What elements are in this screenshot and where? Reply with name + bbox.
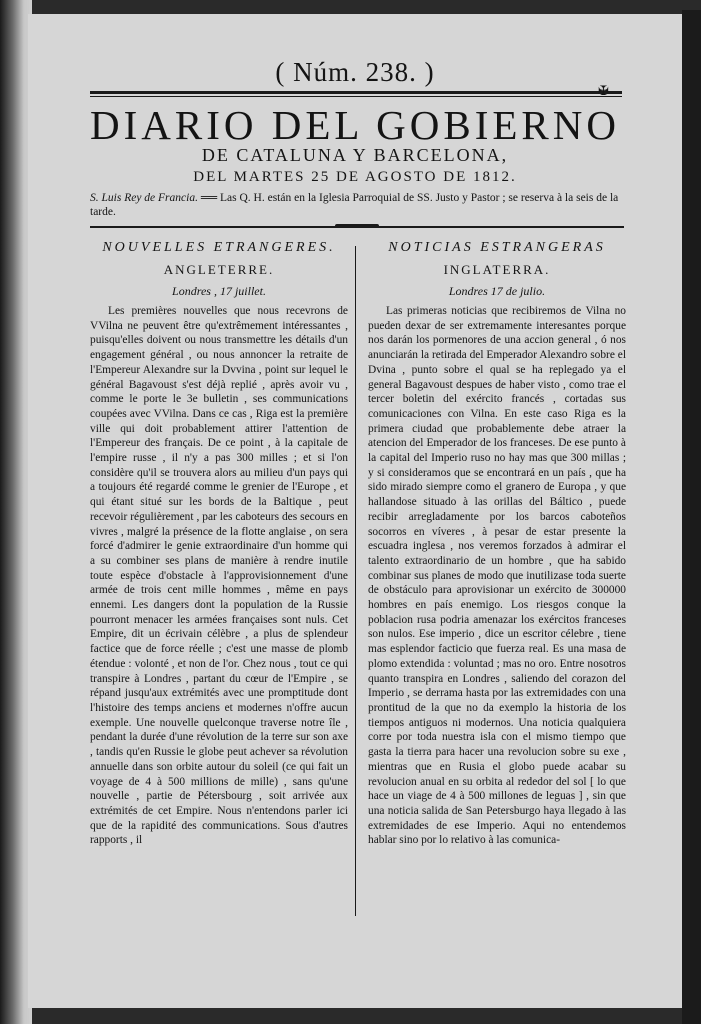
article-body: Les premières nouvelles que nous recevrons de VVilna ne peuvent être qu'extrêmement intéressantes , puisqu'elles doivent ou nous transmettre les détails d'un engagement général , ou nous annoncer la retraite de l'Empereur Alexandre sur la Dvvina , point sur lequel le général Bagavoust s'est déjà replié , après avoir vu , comme le porte le 3e bulletin , ses communications coupées avec VVilna. Dans ce cas , Riga est la première ville qui doit probablement attirer l'attention de l'Empereur des français. De ce point , à la capitale de l'empire russe , il n'y a pas 300 milles ; et si l'on considère qu'il se trouvera alors au milieu d'un pays qui a toujours été regardé comme le grenier de l'Europe , et qui étant situé sur les bords de la Baltique , peut recevoir régulièrement , par les caboteurs des secours en vivres , malgré la présence de la flotte anglaise , on sera forcé d'admirer le genie extraordinaire d'un homme qui a su combiner ses plans de manière à rendre inutile toute espèce d'obstacle à l'approvisionnement d'une armée de trois cent mille hommes , même en pays ennemi. Les dangers dont la population de la Russie pourront menacer les armées françaises sont nuls. Cet Empire, dit un écrivain célèbre , a plus de splendeur factice que de force réelle ; c'est une masse de plomb étendue : volonté , et non de l'or. Chez nous , tout ce qui transpire à Londres , partant du cœur de l'Empire , se répand jusqu'aux extrémités avec une promptitude dont l'histoire des temps anciens et modernes n'offre aucun exemple. Une nouvelle quelconque traverse notre île , pendant la durée d'une révolution de la terre sur son axe , tandis qu'en Russie le globe peut achever sa révolution annuelle dans son orbite autour du soleil (ce qui fait un voyage de 4 à 500 millions de mille) , sans qu'une nouvelle , partie de Pétersbourg , soit arrivée aux extrémités de cet Empire. Nous n'entendons parler ici que de la rapidité des communications. Sous d'autres rapports , il (90, 305, 348, 847)
issue-date: DEL MARTES 25 DE AGOSTO DE 1812. (193, 169, 517, 185)
country-heading: INGLATERRA. (443, 262, 551, 277)
column-heading: NOUVELLES ETRANGERES. (102, 240, 336, 255)
header-rule (90, 91, 622, 97)
column-heading: NOTICIAS ESTRANGERAS (388, 240, 606, 255)
column-divider (355, 246, 356, 916)
notice-text: ══ Las Q. H. están en la Iglesia Parroquial de SS. Justo y Pastor ; se reserva à la seis de la tarde. (90, 192, 619, 218)
country-heading: ANGLETERRE. (163, 262, 275, 277)
newspaper-subtitle: DE CATALUNA Y BARCELONA, (201, 145, 509, 165)
article-dateline: Londres 17 de julio. (448, 284, 546, 298)
article-body: Las primeras noticias que recibiremos de Vilna no pueden dexar de ser extremamente interesantes porque nos darán los pormenores de una accion general , ó nos anunciarán la retirada del Emperador Alexandro sobre el Dvina , punto sobre el qual se ha replegado ya el general Bagavoust despues de haber visto , como trae el tercer boletin del exército francés , cortadas sus comunicaciones con Vilna. En este caso Riga es la primera ciudad que probablemente debe atraer la atencion del Emperador de los franceses. De ese punto à la capital del Imperio ruso no hay mas que 300 millas ; y si consideramos que se encontrará en un país , que ha sido mirado siempre como el granero de Europa , y que hallandose situado à las orillas del Báltico , puede recibir arregladamente por los barcos caboteños socorros en víveres , à pesar de estar presente la escuadra inglesa , nos veremos forzados à admirar el talento extraordinario de un hombre , que ha sabido combinar sus planes de modo que inutilizase toda suerte de obstáculo para aprovisionar un exército de 300000 hombres en país enemigo. Los riesgos conque la poblacion rusa podria amenazar los exércitos franceses son nulos. Ese imperio , dice un escritor célebre , tiene mas esplendor facticio que fuerza real. Es una masa de plomo extendida : voluntad ; mas no oro. Entre nosotros quanto transpira en Londres , saliendo del corazon del Imperio , se derrama hasta por las extremidades con una prontitud de la que no da exemplo la historia de los tiempos antiguos ni modernos. Una noticia qualquiera corre por toda nuestra isla con el mismo tiempo que gasta la tierra para hacer una revolucion sobre su exe , mientras que en Rusia el globo puede acabar su revolucion anual en su orbita al rededor del sol [ lo que hace un viage de 4 à 500 millones de leguas ] , sin que una noticia salida de San Petersburgo haya llegado à las extremidades de ese Imperio. Aqui no entendemos hablar sino por lo relativo à las comunica- (368, 305, 626, 847)
issue-number: ( Núm. 238. ) (275, 57, 435, 87)
scan-border (682, 10, 701, 1024)
saint-of-day: S. Luis Rey de Francia. (90, 192, 198, 204)
newspaper-page (28, 14, 682, 1008)
section-rule (90, 226, 624, 228)
article-dateline: Londres , 17 juillet. (172, 284, 266, 298)
french-column (90, 240, 348, 848)
spanish-column (368, 240, 626, 848)
religious-notice (90, 191, 624, 219)
ornament-icon: ✠ (598, 84, 609, 99)
newspaper-title: DIARIO DEL GOBIERNO (90, 102, 620, 148)
